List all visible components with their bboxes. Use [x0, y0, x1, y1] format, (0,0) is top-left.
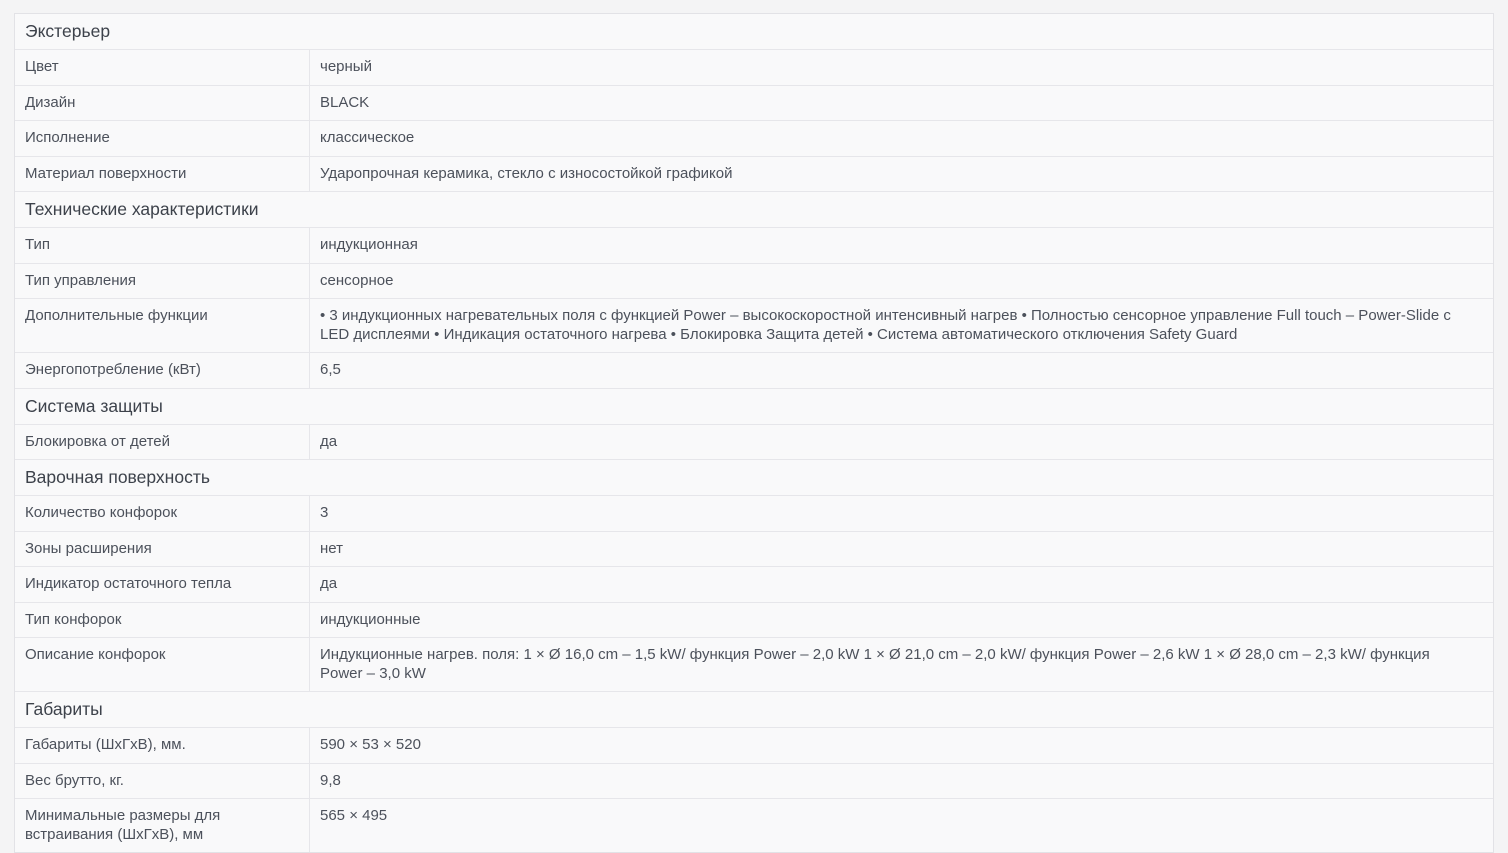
spec-label: Энергопотребление (кВт): [25, 361, 201, 378]
spec-value: черный: [320, 58, 372, 75]
spec-value: да: [320, 575, 338, 592]
spec-value-cell: [310, 353, 1493, 388]
specifications-table: [14, 13, 1494, 853]
spec-label-cell: [15, 50, 310, 85]
spec-value-cell: [310, 728, 1493, 763]
table-row: [15, 50, 1493, 86]
table-row: [15, 638, 1493, 692]
spec-label: Цвет: [25, 58, 59, 75]
section-header-row: [15, 14, 1493, 50]
table-row: [15, 353, 1493, 389]
spec-label-cell: [15, 264, 310, 299]
spec-label-cell: [15, 764, 310, 799]
section-header-row: [15, 192, 1493, 228]
spec-label-cell: [15, 299, 310, 352]
spec-value: 565 × 495: [320, 807, 388, 824]
spec-label: Зоны расширения: [25, 539, 152, 557]
spec-value: классическое: [320, 129, 415, 146]
table-row: [15, 603, 1493, 639]
spec-label: Дизайн: [25, 93, 76, 111]
table-row: [15, 799, 1493, 852]
spec-value-cell: [310, 157, 1493, 192]
section-title: Варочная поверхность: [25, 467, 210, 487]
spec-value-cell: [310, 228, 1493, 263]
spec-label: Индикатор остаточного тепла: [25, 575, 232, 592]
spec-label-cell: [15, 799, 310, 852]
spec-value-cell: [310, 603, 1493, 638]
spec-label: Тип конфорок: [25, 610, 122, 628]
table-row: [15, 299, 1493, 353]
spec-value: Ударопрочная керамика, стекло с износостойкой графикой: [320, 164, 733, 182]
spec-value: 590 × 53 × 520: [320, 736, 421, 753]
spec-value-cell: [310, 638, 1493, 691]
section-title: Технические характеристики: [25, 199, 259, 219]
spec-label-cell: [15, 638, 310, 691]
spec-value-cell: [310, 764, 1493, 799]
spec-value-cell: [310, 532, 1493, 567]
spec-value-cell: [310, 425, 1493, 460]
spec-label-cell: [15, 425, 310, 460]
spec-label: Блокировка от детей: [25, 432, 171, 450]
section-header-row: [15, 389, 1493, 425]
spec-value: • 3 индукционных нагревательных поля с функцией Power – высокоскоростной интенсивный нагрев • Полностью сенсорное управление Full touch – Power-Slide с LED дисплеями • Индикация остаточного нагрева • Блокировка Защита детей • Система автоматического отключения Safety Guard: [320, 307, 1451, 343]
spec-value-cell: [310, 567, 1493, 602]
spec-value-cell: [310, 299, 1493, 352]
spec-value-cell: [310, 121, 1493, 156]
table-row: [15, 728, 1493, 764]
spec-label-cell: [15, 496, 310, 531]
spec-label: Исполнение: [25, 129, 110, 146]
spec-label: Материал поверхности: [25, 164, 187, 182]
spec-value: 3: [320, 504, 329, 521]
table-row: [15, 86, 1493, 122]
spec-label-cell: [15, 353, 310, 388]
spec-label-cell: [15, 157, 310, 192]
spec-value: BLACK: [320, 93, 370, 111]
spec-value-cell: [310, 799, 1493, 852]
section-title: Габариты: [25, 699, 103, 719]
spec-value-cell: [310, 86, 1493, 121]
spec-label-cell: [15, 728, 310, 763]
spec-value-cell: [310, 496, 1493, 531]
spec-label: Минимальные размеры для встраивания (ШхГхВ), мм: [25, 807, 221, 843]
spec-label-cell: [15, 532, 310, 567]
section-header-row: [15, 692, 1493, 728]
spec-value: нет: [320, 539, 343, 557]
spec-label: Тип управления: [25, 271, 136, 289]
spec-value: индукционные: [320, 610, 421, 628]
spec-label-cell: [15, 86, 310, 121]
spec-label-cell: [15, 121, 310, 156]
section-header-row: [15, 460, 1493, 496]
spec-label: Вес брутто, кг.: [25, 771, 124, 789]
spec-label-cell: [15, 603, 310, 638]
section-title: Система защиты: [25, 395, 163, 416]
table-row: [15, 532, 1493, 568]
spec-value: 6,5: [320, 361, 341, 378]
spec-value: сенсорное: [320, 271, 394, 289]
spec-label: Дополнительные функции: [25, 307, 208, 324]
table-row: [15, 264, 1493, 300]
table-row: [15, 157, 1493, 193]
spec-label-cell: [15, 228, 310, 263]
spec-label: Количество конфорок: [25, 504, 178, 521]
section-title: Экстерьер: [25, 21, 111, 41]
spec-label: Габариты (ШхГхВ), мм.: [25, 736, 186, 753]
table-row: [15, 496, 1493, 532]
table-row: [15, 228, 1493, 264]
spec-value: 9,8: [320, 771, 341, 789]
table-row: [15, 425, 1493, 461]
spec-value: Индукционные нагрев. поля: 1 × Ø 16,0 cm – 1,5 kW/ функция Power – 2,0 kW 1 × Ø 21,0 cm – 2,0 kW/ функция Power – 2,6 kW 1 × Ø 28,0 cm – 2,3 kW/ функция Power – 3,0 kW: [320, 646, 1430, 682]
spec-value: индукционная: [320, 236, 418, 253]
spec-label: Описание конфорок: [25, 646, 166, 663]
spec-label-cell: [15, 567, 310, 602]
spec-value: да: [320, 432, 338, 450]
spec-value-cell: [310, 264, 1493, 299]
spec-label: Тип: [25, 236, 51, 253]
spec-value-cell: [310, 50, 1493, 85]
table-row: [15, 764, 1493, 800]
table-row: [15, 567, 1493, 603]
table-row: [15, 121, 1493, 157]
